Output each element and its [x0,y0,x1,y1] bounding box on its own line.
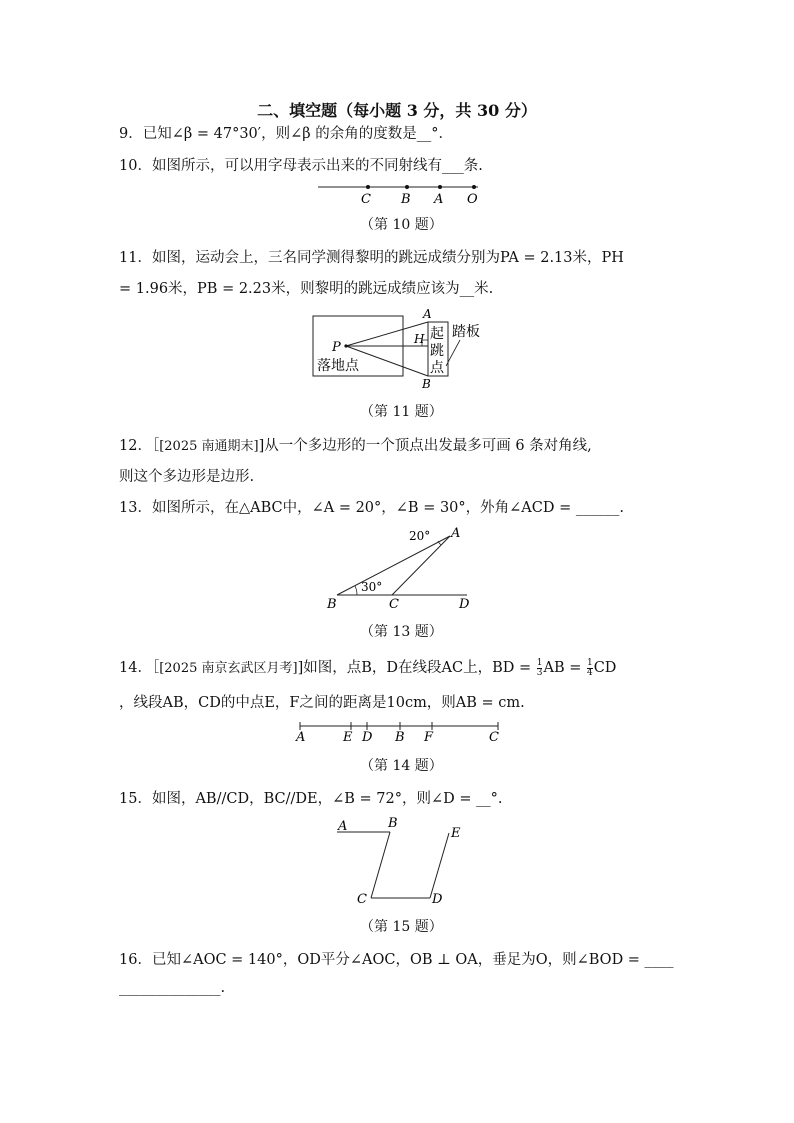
section-title: 二、填空题（每小题 3 分，共 30 分） [257,101,537,120]
fig11-label-a: A [423,307,432,321]
figure-15-caption: （第 15 题） [360,919,443,935]
fig14-point-e: E [343,730,353,745]
question-11-line1: 11．如图，运动会上，三名同学测得黎明的跳远成绩分别为PA = 2.13米，PH [119,250,624,266]
fig15-point-b: B [388,816,398,831]
figure-14-caption: （第 14 题） [360,758,443,774]
question-14-fraction-2: $\frac{1}{4}$ [586,657,593,678]
fig14-point-d: D [362,730,373,745]
question-12-line2: 则这个多边形是边形. [119,469,255,485]
question-14-end: CD [593,660,617,676]
question-12-line1: 12．［[2025 南通期末]]从一个多边形的一个顶点出发最多可画 6 条对角线, [119,438,592,454]
fig14-point-a: A [296,730,306,745]
fig13-angle-a: 20° [409,529,431,543]
fig10-point-o: O [467,192,478,207]
fig13-point-a: A [451,526,461,541]
question-15: 15．如图，AB//CD，BC//DE，∠B = 72°，则∠D = __°. [119,791,503,807]
fig13-point-b: B [327,597,337,612]
fig10-point-c: C [361,192,371,207]
fig14-point-c: C [489,730,499,745]
figure-11-caption: （第 11 题） [360,404,443,420]
fig11-label-h: H [414,332,425,346]
question-14-source-tag: [2025 南京玄武区月考] [159,661,298,676]
fig15-point-d: D [432,892,443,907]
fig10-point-a: A [434,192,444,207]
question-12-text: ]从一个多边形的一个顶点出发最多可画 6 条对角线, [258,438,592,454]
figure-13-caption: （第 13 题） [360,624,443,640]
fig15-point-e: E [451,826,461,841]
fig10-point-b: B [401,192,411,207]
question-14-line1: 14．［[2025 南京玄武区月考]]如图，点B，D在线段AC上，BD = $\frac{1}{3}$ AB = $\frac{1}{4}$ CD [119,657,617,678]
fig11-start-char-1: 起 [430,326,444,342]
fig11-start-char-2: 跳 [430,343,444,359]
fig14-point-f: F [424,730,434,745]
fig11-start-char-3: 点 [430,360,444,376]
question-11-line2: = 1.96米，PB = 2.23米，则黎明的跳远成绩应该为__米. [119,281,494,297]
figure-10-caption: （第 10 题） [360,217,443,233]
fig11-label-b: B [422,377,431,391]
fig11-label-p: P [332,340,341,355]
question-14-fraction-1: $\frac{1}{3}$ [536,657,543,678]
question-14-line2: ，线段AB，CD的中点E，F之间的距离是10cm，则AB = cm. [119,695,525,711]
question-12-source-tag: [2025 南通期末] [159,439,259,454]
question-14-text: ]如图，点B，D在线段AC上，BD = [297,660,536,676]
question-14-mid: AB = [543,660,586,676]
fig11-landing-label: 落地点 [317,358,359,374]
fig14-point-b: B [395,730,405,745]
fig15-point-a: A [338,819,348,834]
fig13-point-d: D [459,597,470,612]
fig15-point-c: C [357,892,367,907]
fig11-board-label: 踏板 [452,324,480,340]
question-16-line2: ______________. [119,980,226,996]
question-10: 10．如图所示，可以用字母表示出来的不同射线有___条. [119,158,483,174]
question-9: 9．已知∠β = 47°30′，则∠β 的余角的度数是__°． [119,126,453,142]
question-13: 13．如图所示，在△ABC中，∠A = 20°，∠B = 30°，外角∠ACD = ______. [119,500,624,516]
fig13-angle-b: 30° [361,580,383,594]
fig13-point-c: C [389,597,399,612]
question-16-line1: 16．已知∠AOC = 140°，OD平分∠AOC，OB ⊥ OA，垂足为O，则∠BOD = ____ [119,952,674,968]
